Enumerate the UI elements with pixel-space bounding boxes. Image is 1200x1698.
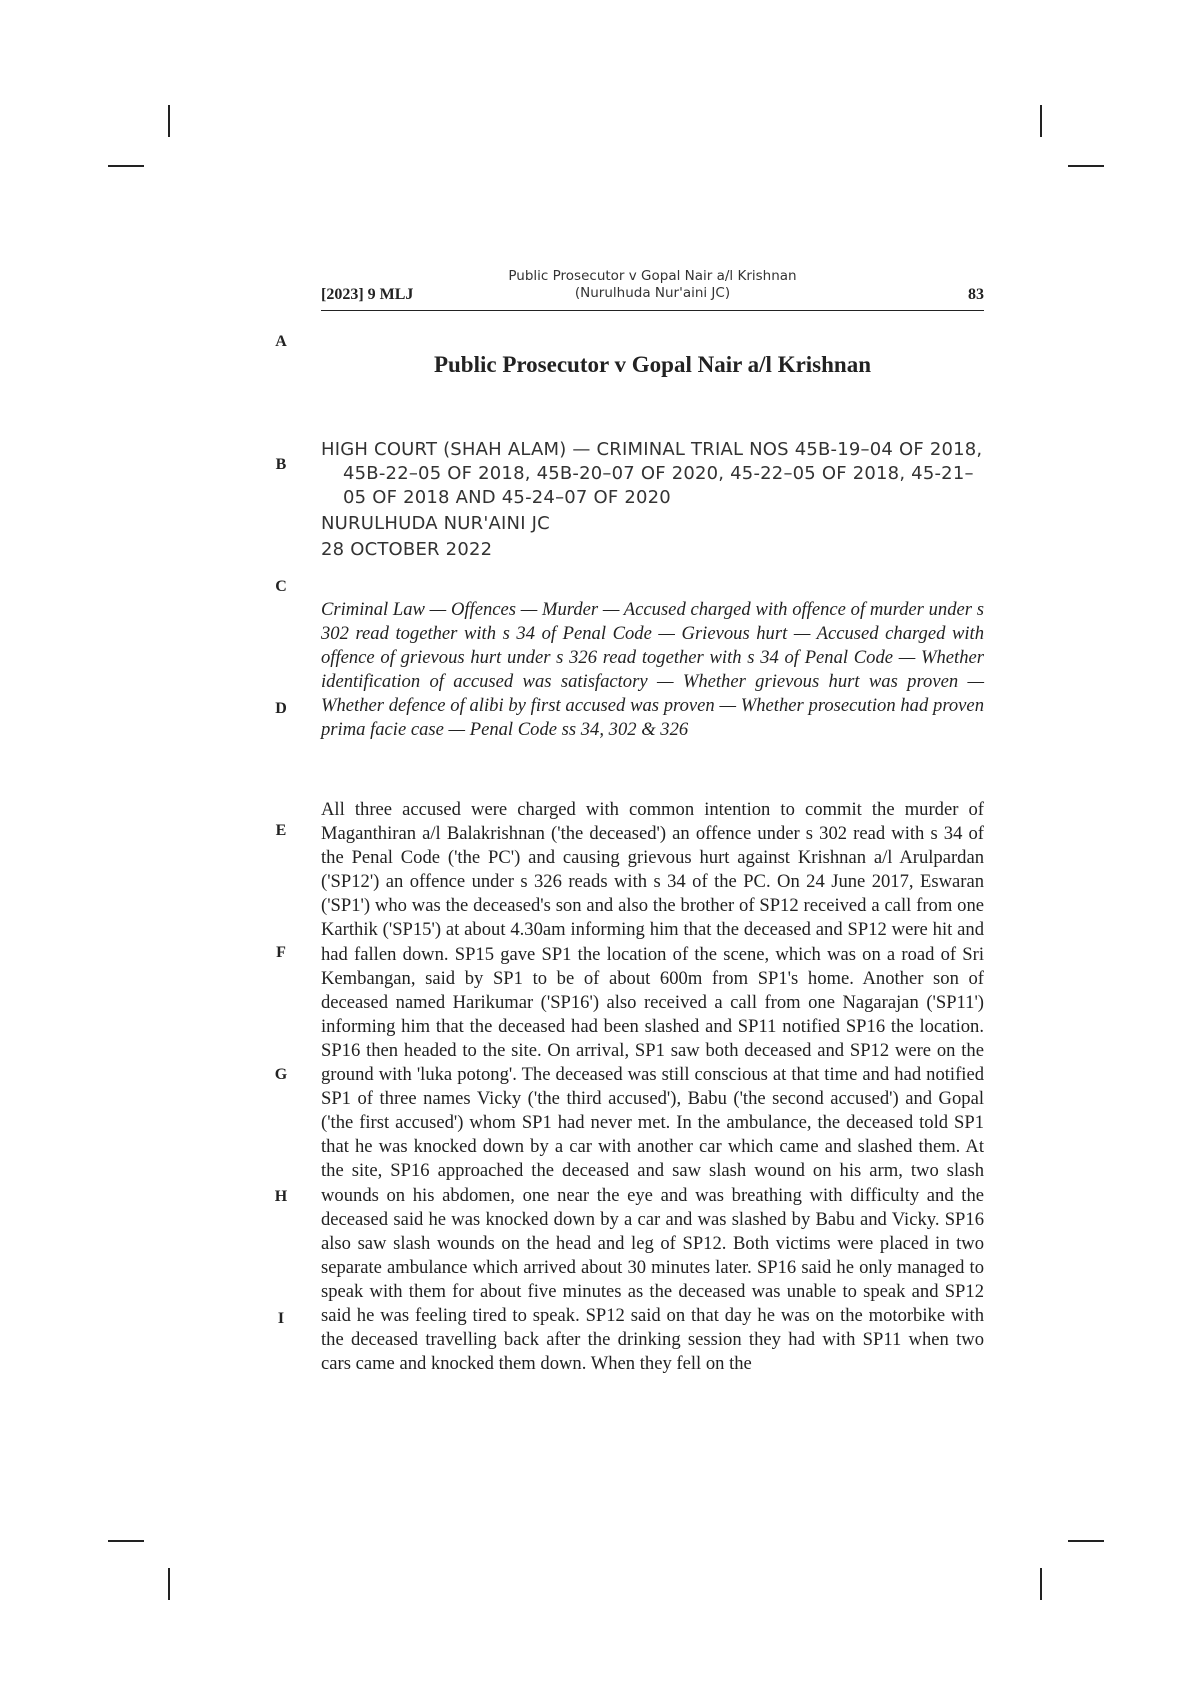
running-title [321,268,984,302]
running-title-line2: (Nurulhuda Nur'aini JC) [574,285,731,301]
report-citation: [2023] 9 MLJ [321,286,414,303]
page-number: 83 [968,286,984,303]
margin-letter: D [275,700,287,717]
crop-mark [1068,165,1104,167]
crop-mark [108,1540,144,1542]
margin-letter: A [275,333,287,350]
crop-mark [168,1568,170,1600]
crop-mark [168,105,170,137]
crop-mark [1040,105,1042,137]
running-header [321,268,984,311]
catchwords: Criminal Law — Offences — Murder — Accused charged with offence of murder under s 302 read together with s 34 of Penal Code — Grievous hurt — Accused charged with offence of grievous hurt under s 326 read together with s 34 of Penal Code — Whether identification of accused was satisfactory — Whether grievous hurt was proven — Whether defence of alibi by first accused was proven — Whether prosecution had proven prima facie case — Penal Code ss 34, 302 & 326 [321,599,984,741]
headnote-paragraph: All three accused were charged with common intention to commit the murder of Maganthiran a/l Balakrishnan ('the deceased') an offence under s 302 read with s 34 of the Penal Code ('the PC') and causing grievous hurt against Krishnan a/l Arulpardan ('SP12') an offence under s 326 reads with s 34 of the PC. On 24 June 2017, Eswaran ('SP1') who was the deceased's son and also the brother of SP12 received a call from one Karthik ('SP15') at about 4.30am informing him that the deceased and SP12 were hit and had fallen down. SP15 gave SP1 the location of the scene, which was on a road of Sri Kembangan, said by SP1 to be of about 600m from SP1's home. Another son of deceased named Harikumar ('SP16') also received a call from one Nagarajan ('SP11') informing him that the deceased had been slashed and SP11 notified SP16 the location. SP16 then headed to the site. On arrival, SP1 saw both deceased and SP12 were on the ground with 'luka potong'. The deceased was still conscious at that time and had notified SP1 of three names Vicky ('the third accused'), Babu ('the second accused') and Gopal ('the first accused') whom SP1 had never met. In the ambulance, the deceased told SP1 that he was knocked down by a car with another car which came and slashed them. At the site, SP16 approached the deceased and saw slash wound on his arm, two slash wounds on his abdomen, one near the eye and was breathing with difficulty and the deceased said he was knocked down by a car and was slashed by Babu and Vicky. SP16 also saw slash wounds on the head and leg of SP12. Both victims were placed in two separate ambulance which arrived about 30 minutes later. SP16 said he only managed to speak with them for about five minutes as the deceased was unable to speak and SP12 said he was feeling tired to speak. SP12 said on that day he was on the motorbike with the deceased travelling back after the drinking session they had with SP11 when two cars came and knocked them down. When they fell on the [321,799,984,1375]
margin-letter: E [275,822,287,839]
margin-letter: F [276,944,286,961]
running-title-line1: Public Prosecutor v Gopal Nair a/l Krishnan [508,268,797,284]
margin-letter: I [277,1310,285,1327]
crop-mark [1040,1568,1042,1600]
margin-letter: C [275,578,287,595]
margin-letter: G [274,1066,288,1083]
court-details: HIGH COURT (SHAH ALAM) — CRIMINAL TRIAL NOS 45B-19–04 OF 2018, 45B-22–05 OF 2018, 45B-20–07 OF 2020, 45-22–05 OF 2018, 45-21–05 OF 2018 AND 45-24–07 OF 2020 [321,439,983,508]
crop-mark [108,165,144,167]
margin-letter: H [274,1188,288,1205]
crop-mark [1068,1540,1104,1542]
case-title: Public Prosecutor v Gopal Nair a/l Krishnan [433,352,872,377]
judgment-date: 28 OCTOBER 2022 [321,539,493,560]
case-info [321,438,984,562]
margin-letter: B [275,456,287,473]
judge-name: NURULHUDA NUR'AINI JC [321,513,550,534]
